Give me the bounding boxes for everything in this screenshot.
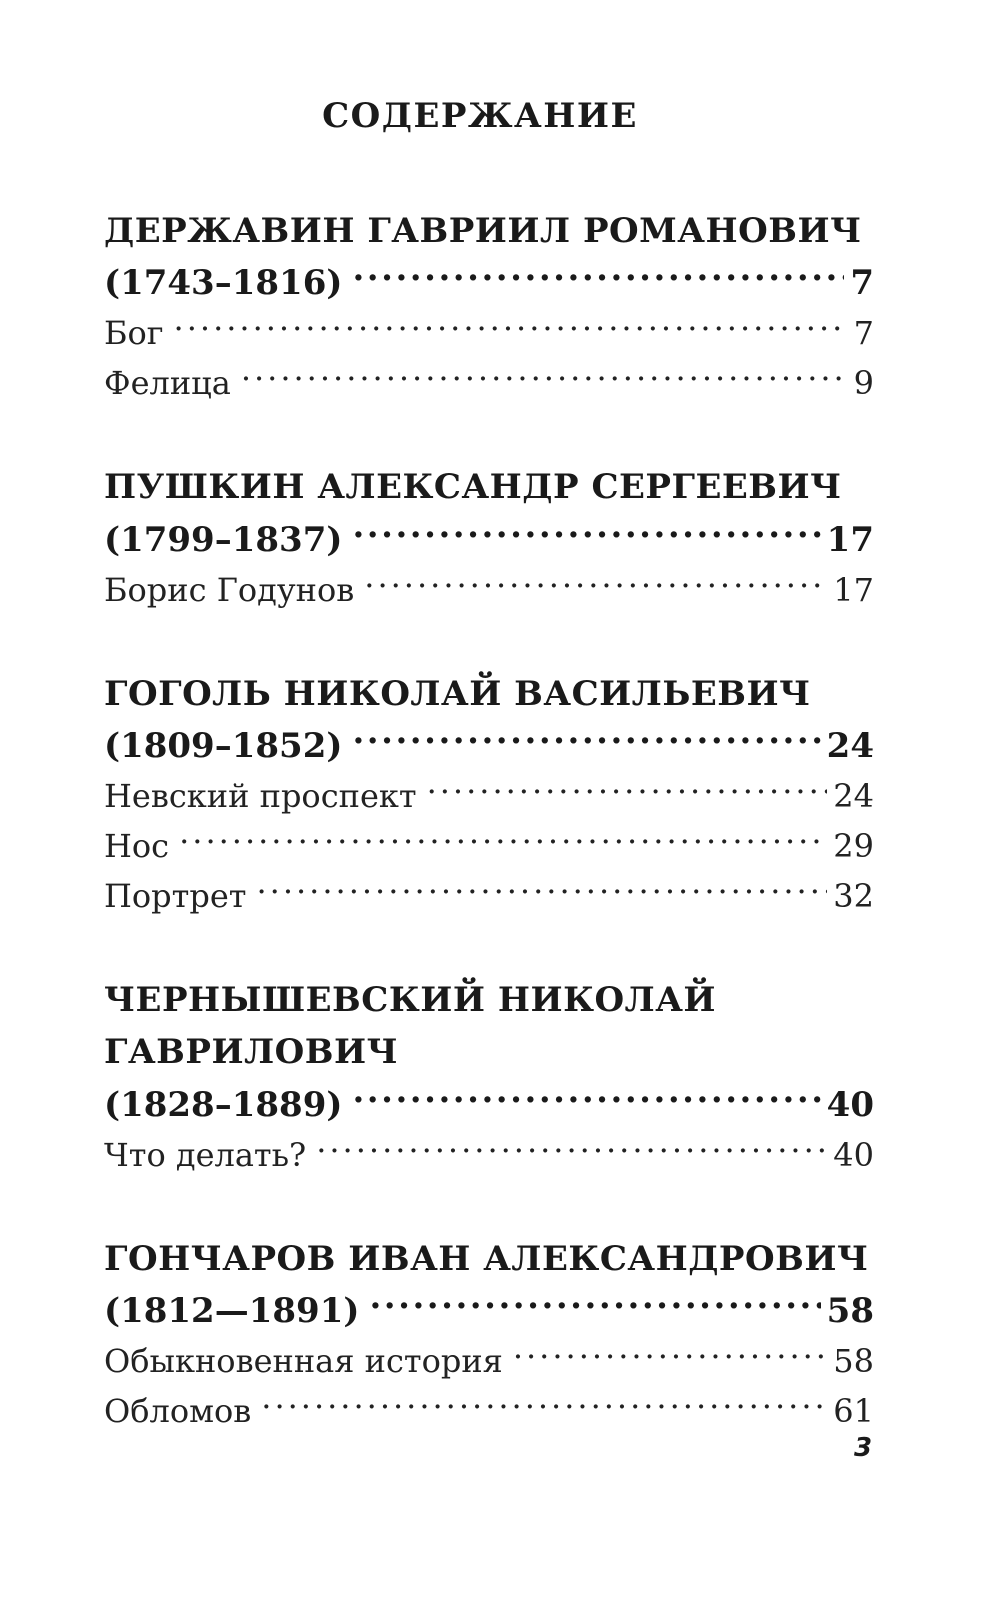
author-years: (1809–1852): [104, 726, 343, 767]
toc-section: [104, 205, 874, 408]
author-years-entry[interactable]: [104, 513, 874, 564]
toc-work-entry[interactable]: [104, 565, 874, 615]
author-page-number: 40: [826, 1084, 874, 1125]
work-title: Фелица: [104, 364, 231, 403]
author-name: ГОГОЛЬ НИКОЛАЙ ВАСИЛЬЕВИЧ: [104, 673, 811, 714]
toc-section: [104, 1233, 874, 1436]
toc-work-entry[interactable]: [104, 771, 874, 821]
dot-leader: [352, 513, 820, 550]
author-page-number: 17: [826, 519, 874, 560]
toc-work-entry[interactable]: [104, 1130, 874, 1180]
work-page-number: 29: [833, 827, 874, 866]
work-title: Обыкновенная история: [104, 1341, 503, 1380]
author-years: (1828–1889): [104, 1084, 343, 1125]
dot-leader: [179, 822, 827, 857]
toc-work-entry[interactable]: [104, 1386, 874, 1436]
work-page-number: 24: [833, 777, 874, 816]
toc-work-entry[interactable]: [104, 308, 874, 358]
work-title: Портрет: [104, 877, 247, 916]
dot-leader: [316, 1130, 827, 1165]
work-title: Невский проспект: [104, 777, 417, 816]
toc-section: [104, 974, 874, 1179]
toc-section: [104, 668, 874, 921]
author-page-number: 58: [826, 1290, 874, 1331]
author-years: (1743–1816): [104, 263, 343, 304]
work-page-number: 9: [853, 364, 874, 403]
dot-leader: [352, 1078, 820, 1115]
work-page-number: 40: [833, 1135, 874, 1174]
dot-leader: [364, 566, 827, 601]
toc-work-entry[interactable]: [104, 821, 874, 871]
page-title: СОДЕРЖАНИЕ: [322, 96, 638, 136]
work-title: Нос: [104, 827, 170, 866]
author-years-entry[interactable]: [104, 257, 874, 308]
dot-leader: [369, 1285, 820, 1322]
author-years: (1799–1837): [104, 519, 343, 560]
work-title: Что делать?: [104, 1135, 307, 1174]
author-page-number: 24: [826, 726, 874, 767]
author-name: ПУШКИН АЛЕКСАНДР СЕРГЕЕВИЧ: [104, 467, 842, 508]
author-years-entry[interactable]: [104, 1078, 874, 1129]
page-number: 3: [854, 1433, 873, 1463]
author-page-number: 7: [850, 263, 874, 304]
toc-work-entry[interactable]: [104, 358, 874, 408]
work-page-number: 58: [833, 1341, 874, 1380]
author-years: (1812—1891): [104, 1290, 360, 1331]
dot-leader: [256, 872, 827, 907]
dot-leader: [427, 772, 828, 807]
dot-leader: [261, 1387, 827, 1422]
work-title: Борис Годунов: [104, 570, 355, 609]
work-title: Обломов: [104, 1391, 252, 1430]
dot-leader: [174, 309, 848, 344]
toc-section: [104, 461, 874, 614]
dot-leader: [513, 1337, 827, 1372]
author-name: ЧЕРНЫШЕВСКИЙ НИКОЛАЙ: [104, 980, 717, 1021]
author-name: ГАВРИЛОВИЧ: [104, 1032, 399, 1073]
work-page-number: 7: [853, 314, 874, 353]
author-name: ДЕРЖАВИН ГАВРИИЛ РОМАНОВИЧ: [104, 211, 862, 251]
work-page-number: 17: [833, 570, 874, 609]
work-title: Бог: [104, 314, 164, 353]
dot-leader: [241, 359, 848, 394]
table-of-contents: [104, 205, 874, 1489]
work-page-number: 32: [833, 877, 874, 916]
toc-work-entry[interactable]: [104, 871, 874, 921]
dot-leader: [352, 257, 844, 294]
toc-work-entry[interactable]: [104, 1336, 874, 1386]
author-years-entry[interactable]: [104, 720, 874, 771]
work-page-number: 61: [833, 1391, 874, 1430]
author-name: ГОНЧАРОВ ИВАН АЛЕКСАНДРОВИЧ: [104, 1238, 869, 1279]
author-years-entry[interactable]: [104, 1285, 874, 1336]
dot-leader: [352, 720, 820, 757]
